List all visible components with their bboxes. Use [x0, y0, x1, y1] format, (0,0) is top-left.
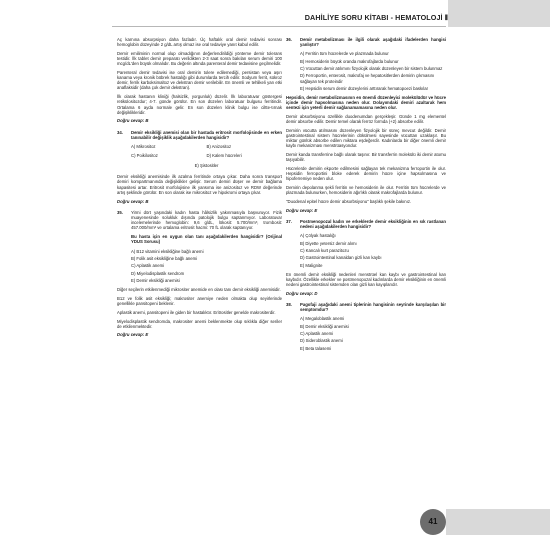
header-divider — [112, 26, 446, 27]
option: D) Miyelodisplastik sendrom — [131, 270, 185, 276]
question-38 — [286, 302, 446, 312]
question-text: Demir metabolizması ile ilgili olarak aşağıdaki ifadelerden hangisi yanlıştır? — [300, 37, 446, 48]
question-number: 37. — [286, 218, 292, 224]
option: D) Sideroblastik anemi — [300, 338, 343, 344]
option: D) Ferroportin, enterosit, makrofaj ve hepatositlerden demirin çıkmasını sağlayan tek proteindir — [300, 73, 435, 84]
options-36 — [300, 51, 446, 91]
page-number: 41 — [428, 517, 438, 526]
question-text: Demir eksikliği anemisi olan bir hastada eritrosit morfolojisinde en erken tanınabilir değişiklik aşağıdakilerden hangisidir? — [131, 129, 282, 140]
option: A) B12 vitamini eksikliğine bağlı anemi — [131, 248, 204, 254]
question-number: 34. — [117, 129, 123, 135]
option: B) Hemosiderin büyük oranda makrofajlarda bulunur — [300, 58, 399, 64]
option: A) Mikrositoz — [131, 143, 156, 149]
option: C) Aplastik anemi — [300, 331, 334, 337]
answer-line: Doğru cevap: B — [117, 118, 149, 124]
option: B) Anizositoz — [206, 143, 232, 149]
paragraph: Demirin vücutta atılmasını düzenleyen fizyolojik bir süreç mevcut değildir. Demir gastrointestinal sistem hücrelerinin dökülmesi sayesinde vücuttan uzaklaşır. Bu miktar günlük absorbe edilen miktara eşdeğerdir. Kadınlarda bir diğer önemli demir kaybı mekanizması menstrüasyondur. — [286, 127, 446, 149]
question-intro: Yirmi dört yaşındaki kadın hasta hâlsizlik yakınmasıyla başvuruyor. Fizik muayenesinde solukluk dışında patolojik bulgu saptanmıyor. Laboratuvar incelemelerinde hemoglobin: 9,6 g/dL, lökosit: 5.700/mm³, trombosit: 457.000/mm³ ve ortalama eritrosit hacmi: 70 fL olarak saptanıyor. — [131, 209, 282, 231]
paragraph: Miyelodisplastik sendromda, makrositer anemi beklenmekte olup sıklıkla diğer seriler de etkilenmektedir. — [117, 318, 282, 329]
option: E) Malignite — [300, 262, 323, 268]
paragraph: Aplastik anemi, pansitopeni ile giden bir hastalıktır. Eritrositler genelde makrositerdir. — [117, 309, 276, 315]
footer-tab — [446, 509, 550, 535]
option: D) Kalem hücreleri — [206, 153, 242, 159]
option: E) Şistositler — [194, 162, 219, 168]
paragraph: B12 ve folik asit eksikliği; makrositer anemiye neden olmakta olup seyirlerinde genellikle pansitopeni beklenir. — [117, 295, 282, 307]
option: D) Gastrointestinal kanaldan gizli kan kaybı — [300, 255, 382, 261]
paragraph: İlk olarak hastanın kliniği (halsizlik, yorgunluk) düzelir. İlk laboratuvar göstergesi retikülositozdur; 4-7. günde görülür. En son düzelen laboratuar bulgusu ferritindir. Ortalama 6 ayda normale gelir. En son düzelen klinik bulgu ise ciltte-tırnak değişiklikleridir. — [117, 94, 282, 115]
option: B) Demir eksikliği anemisi — [300, 323, 349, 329]
option: C) Vücuttan demir atılımını fizyolojik olarak düzenleyen bir sistem bulunmaz — [300, 66, 443, 71]
paragraph: En önemli demir eksikliği nedenleri menstrüel kan kaybı ve gastrointestinal kan kaybıdır. Özellikle erkekler ve postmenopozal kadınlarda demir eksikliğinin en önemli nedeni gastrointestinal sistemden olan gizli kan kayıplarıdır. — [286, 271, 446, 288]
paragraph: Demir eksikliği anemisinde ilk azalma ferritinde ortaya çıkar. Daha sonra transport demiri kompartmanında değişiklikler gelişir. Serum demiri düşer ve demir bağlama kapasitesi artar. Eritrosit morfolojisine ilk yansıma ise anizositoz ve RDW değerinde artış şeklinde görülür. En son olarak ise mikrositoz ve hipokromi ortaya çıkar. — [117, 174, 282, 195]
question-number: 36. — [286, 37, 292, 42]
left-column — [117, 37, 282, 344]
question-35 — [117, 210, 282, 231]
paragraph: Demirin depolanma şekli ferritin ve hemosiderin ile olur. Ferritin tüm hücrelerde ve plazmada bulunurken, hemosiderin ağırlıklı olarak makrofajlarda bulunur. — [286, 185, 446, 196]
options-37 — [300, 233, 446, 268]
paragraph: Demir kanda transferrine bağlı olarak taşınır. Bir transferrin molekülü iki demir atomu taşıyabilir. — [286, 152, 446, 163]
paragraph: "Duodenal epitel hücre demir absorbsiyonu" başlıklı şekile bakınız. — [286, 199, 412, 205]
question-number: 38. — [286, 302, 292, 308]
options-38 — [300, 316, 446, 351]
option: B) Diyette yetersiz demir alımı — [300, 240, 357, 246]
options-35 — [131, 249, 282, 284]
question-34 — [117, 130, 282, 140]
option: C) Kancalı kurt parazitozu — [300, 247, 349, 253]
question-35-prompt — [117, 234, 282, 244]
question-number: 35. — [117, 209, 123, 215]
answer-line: Doğru cevap: E — [117, 332, 149, 338]
question-36 — [286, 37, 446, 47]
question-text: Postmenopozal kadın ve erkeklerde demir eksikliğinin en sık rastlanan nedeni aşağıdakilerden hangisidir? — [300, 218, 446, 230]
book-title: DAHİLİYE SORU KİTABI - HEMATOLOJİ ⦀ — [304, 13, 448, 22]
page-header — [0, 0, 550, 30]
answer-line: Doğru cevap: E — [286, 207, 318, 213]
option: C) Poikilositoz — [131, 153, 158, 159]
question-text: Bu hasta için en uygun olan tanı aşağıdakilerden hangisidir? (Orijinal YDUS Sorusu) — [131, 234, 282, 245]
paragraph: Hücrelerde demirin ekporte edilmesini sağlayan tek mekanizma ferroportin ile olur. Hepsidin ferroportini bloke ederek demirin hücre içine hapsolmasına ve hipoferremiye neden olur. — [286, 166, 446, 182]
option: A) Çölyak hastalığı — [300, 233, 336, 239]
option: C) Aplastik anemi — [131, 263, 165, 269]
options-34 — [131, 144, 282, 170]
question-37 — [286, 219, 446, 229]
option: B) Folik asit eksikliğine bağlı anemi — [131, 255, 198, 261]
question-text: Pagofaji aşağıdaki anemi tiplerinin hangisinin seyrinde karşılaşılan bir semptomdur? — [300, 302, 446, 313]
paragraph: Demir emiliminin normal olup olmadığının değerlendirildiği yönteme demir tolerans testidir. İlk tablet demir preparatı verildikten 2-3 saat sonra bakılan serum demiri 100 mcg/dL'den büyük olmalıdır. Bu değerin altında parenteral demir tedavisine geçilmelidir. — [117, 50, 282, 67]
paragraph: Diğer seçilerin etkilenmediği mikrositer anemide en olası tanı demir eksikliği anemisidir. — [117, 287, 281, 293]
paragraph: Demir absorbsiyonu özellikle duodenumdan gerçekleşir. Günde 1 mg elementel demir absorbe edilir. Demir temel olarak ferröz formda (+2) absorbe edilir. — [286, 114, 446, 125]
option: E) Beta talasemi — [300, 345, 332, 351]
option: A) Ferritin tüm hücrelerde ve plazmada bulunur — [300, 51, 389, 57]
paragraph: Hepsidin, demir metabolizmasının en önemli düzenleyici molekülüdür ve hücre içinde demir hapsolmasına neden olur. Dolayımdaki demiri azaltarak hem sentezi için yeterli demir sağlanamamasına neden olur. — [286, 95, 446, 111]
answer-line: Doğru cevap: D — [286, 290, 318, 296]
paragraph: Parenteral demir tedavisi ise oral demirin tolere edilemediği, persistan veya aşırı kanama veya kronik böbrek hastalığı gibi durumlarda tercih edilir. Sodyum ferrit, sükroz demir, ferrik karboksimaltoz ve dekstran demir verilebilir. En önemli ve tehlikeli yan etki anaflaksidir (daha çok demir dekstran). — [117, 69, 282, 91]
option: E) Demir eksikliği anemisi — [131, 277, 180, 283]
header-tab — [448, 0, 550, 27]
right-column — [286, 37, 446, 355]
option: E) Hepsidin serum demir düzeylerini arttırarak hematopoezi baskılar — [300, 85, 429, 91]
paragraph: Aç karnına absorpsiyon daha fazladır. Üç haftalık oral demir tedavisi sonrası hemoglobin düzeyinde 2 g/dL artış olmaz ise oral tedaviye yanıt kabul edilir. — [117, 37, 282, 48]
option: A) Megaloblastik anemi — [300, 316, 345, 322]
answer-line: Doğru cevap: B — [117, 198, 149, 204]
